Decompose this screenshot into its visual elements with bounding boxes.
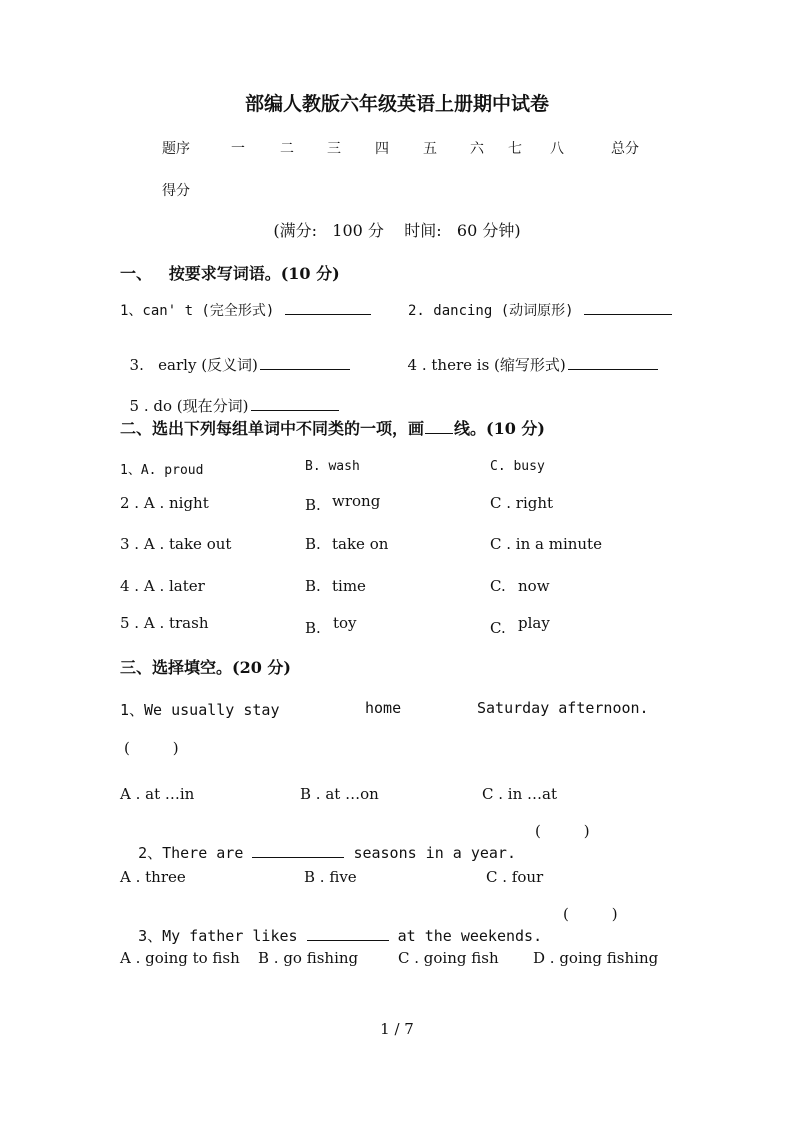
option-a: 3 . A . take out [120, 535, 232, 553]
option-a: A . three [120, 868, 186, 886]
option-c-label: C. [490, 619, 506, 637]
option-c: C . in …at [482, 785, 557, 803]
score-header-cell: 八 [550, 141, 564, 157]
question-text: 1、can' t (完全形式) [120, 303, 275, 319]
option-b-label: B. [305, 496, 321, 514]
option-c: C . right [490, 494, 554, 512]
question-text: 2、There are [138, 844, 244, 862]
option-b-label: B. [305, 577, 321, 595]
question-text: Saturday afternoon. [477, 699, 649, 717]
question-text: 3、My father likes [138, 927, 298, 945]
question-item [120, 824, 516, 863]
answer-blank[interactable] [252, 856, 344, 858]
answer-blank[interactable] [307, 939, 389, 941]
score-header-cell: 七 [508, 141, 522, 157]
score-header-cell: 三 [327, 141, 341, 157]
option-a: 1、A. proud [120, 463, 204, 478]
option-b: time [332, 577, 366, 595]
question-item [120, 907, 542, 946]
option-c: C . going fish [398, 949, 499, 967]
option-a: 4 . A . later [120, 577, 205, 595]
option-c: C . in a minute [490, 535, 602, 553]
answer-paren[interactable]: ( ) [535, 822, 590, 840]
option-d: D . going fishing [533, 949, 659, 967]
question-text: 1、We usually stay [120, 701, 280, 719]
question-text: 4 . there is (缩写形式) [407, 356, 566, 374]
question-text: seasons in a year. [353, 844, 516, 862]
answer-blank[interactable] [260, 368, 350, 370]
option-c: now [518, 577, 550, 595]
option-a: 2 . A . night [120, 494, 209, 512]
option-b: B . five [304, 868, 357, 886]
option-a: A . at …in [120, 785, 195, 803]
section2-heading-text: 二、选出下列每组单词中不同类的一项，画 [120, 419, 425, 438]
option-a: A . going to fish [120, 949, 240, 967]
page-title: 部编人教版六年级英语上册期中试卷 [244, 93, 549, 115]
section1-heading: 一、 按要求写词语。(10 分) [120, 264, 340, 283]
score-header-cell: 一 [231, 141, 245, 157]
score-header-cell: 题序 [162, 141, 190, 157]
question-text: 3. early (反义词) [129, 356, 258, 374]
option-b: B . go fishing [258, 949, 359, 967]
question-text: 5 . do (现在分词) [129, 397, 249, 415]
answer-blank[interactable] [251, 409, 339, 411]
section2-heading [120, 416, 545, 439]
option-b-label: B. [305, 535, 321, 553]
answer-blank[interactable] [568, 368, 658, 370]
option-b: wrong [332, 492, 381, 510]
question-text: 2. dancing (动词原形) [408, 303, 574, 319]
question-item [120, 336, 350, 375]
option-b-label: B. [305, 619, 321, 637]
answer-paren[interactable]: ( ) [124, 739, 179, 757]
question-item [408, 300, 672, 320]
question-item [120, 300, 371, 320]
score-header-cell: 二 [280, 141, 294, 157]
page-number: 1 / 7 [380, 1020, 414, 1038]
option-b: toy [333, 614, 357, 632]
option-b: B . at …on [300, 785, 379, 803]
score-header-cell: 五 [423, 141, 437, 157]
underline-mark [425, 432, 453, 434]
option-b: take on [332, 535, 389, 553]
answer-blank[interactable] [285, 313, 371, 315]
answer-paren[interactable]: ( ) [563, 905, 618, 923]
question-item [120, 377, 339, 416]
option-a: 5 . A . trash [120, 614, 209, 632]
section2-heading-tail: 线。(10 分) [454, 419, 545, 438]
score-header-cell: 总分 [611, 141, 639, 157]
option-c: C . four [486, 868, 544, 886]
answer-blank[interactable] [584, 313, 672, 315]
score-row-label: 得分 [162, 183, 190, 199]
option-c-label: C. [490, 577, 506, 595]
score-header-cell: 六 [470, 141, 484, 157]
question-text: home [365, 699, 402, 717]
option-c: C. busy [490, 459, 545, 474]
option-b: B. wash [305, 459, 360, 474]
option-c: play [518, 614, 550, 632]
score-header-cell: 四 [375, 141, 389, 157]
question-text: at the weekends. [397, 927, 543, 945]
exam-info: (满分: 100 分 时间: 60 分钟) [273, 221, 521, 240]
section3-heading: 三、选择填空。(20 分) [120, 658, 291, 677]
question-item [398, 336, 658, 375]
